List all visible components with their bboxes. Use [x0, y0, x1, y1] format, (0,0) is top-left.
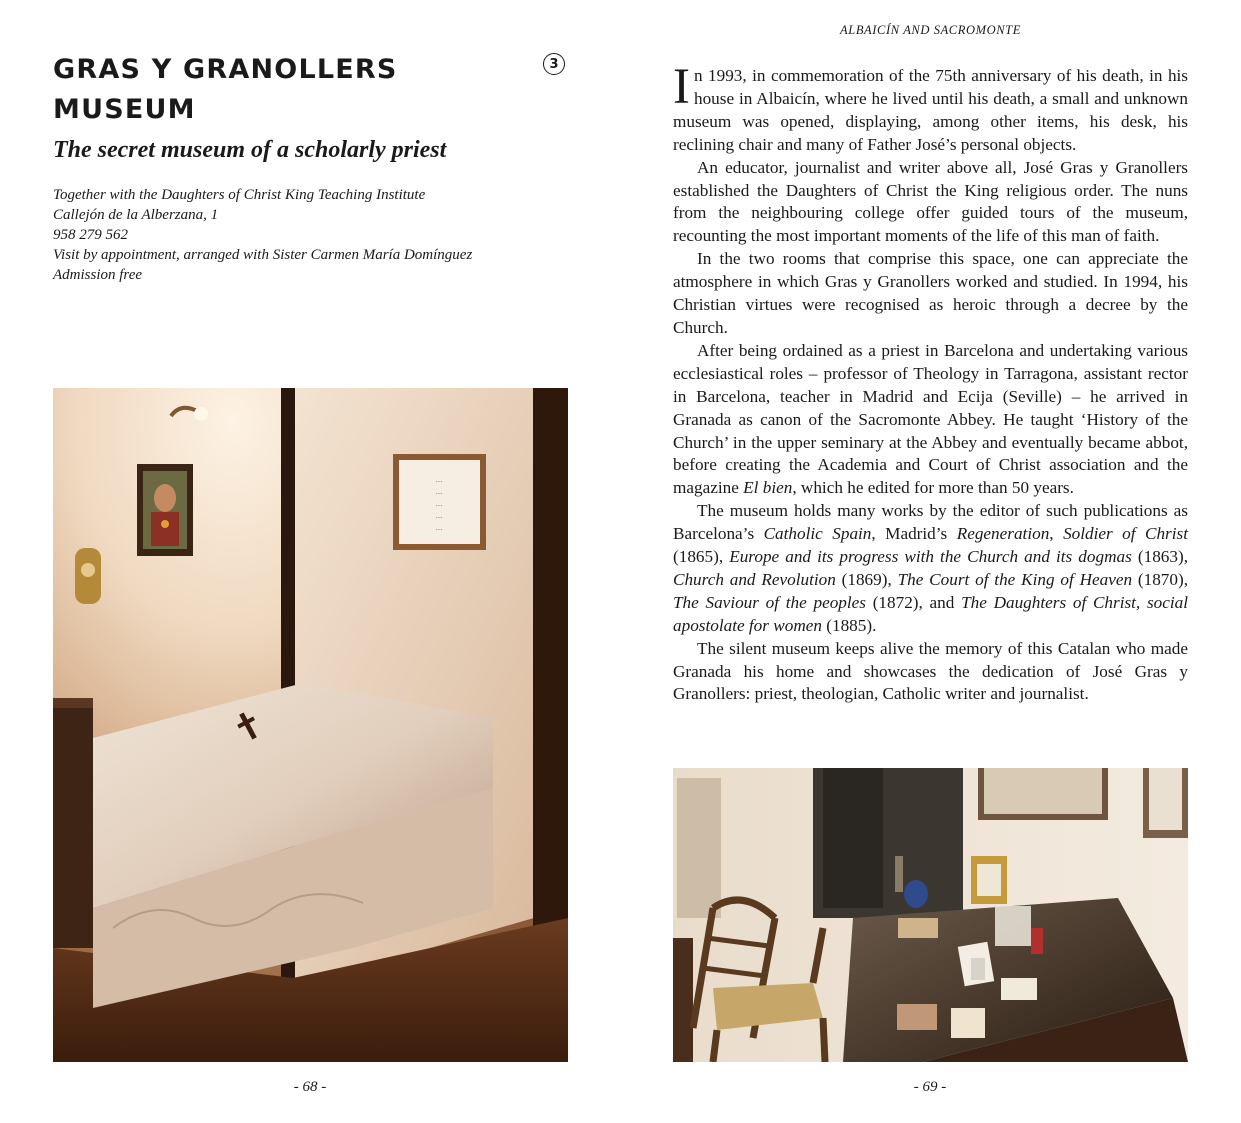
text-run: (1863), [1131, 547, 1188, 567]
visitor-info [53, 185, 573, 285]
italic-title: The Court of the King of Heaven [897, 569, 1133, 589]
desk-photo [673, 768, 1188, 1062]
subtitle: The secret museum of a scholarly priest [53, 137, 447, 163]
text-run: (1885). [821, 615, 877, 635]
calligraphy-line: ... [435, 500, 443, 508]
text-run: (1872), and [865, 592, 962, 612]
paragraph-6: The silent museum keeps alive the memory of this Catalan who made Granada his home and showcases the dedication of José Gras y Granollers: priest, theologian, Catholic writer and journalist. [673, 638, 1188, 704]
italic-title: The Daughters of Christ, social apostolate for women [673, 592, 1188, 635]
info-line-phone: 958 279 562 [53, 227, 128, 243]
paragraph-1-text: n 1993, in commemoration of the 75th anniversary of his death, in his house in Albaicín, where he lived until his death, a small and unknown museum was opened, displaying, among other items, his desk, his reclining chair and many of Father José’s personal objects. [673, 66, 1188, 154]
page-title [53, 50, 513, 130]
text-run: (1870), [1132, 569, 1189, 589]
drop-cap: I [673, 59, 690, 115]
italic-title: Catholic Spain [763, 524, 872, 544]
italic-title: The Saviour of the peoples [673, 592, 866, 612]
title-line-2: MUSEUM [53, 94, 196, 125]
text-run: The museum holds many works by the editor of such publications as Barcelona’s [673, 501, 1188, 544]
text-run: , Madrid’s [871, 524, 957, 544]
info-line-admission: Admission free [53, 267, 143, 283]
paragraph-1 [673, 59, 1188, 157]
paragraph-2: An educator, journalist and writer above all, José Gras y Granollers established the Daughters of Christ the King religious order. The nuns from the neighbouring college offer guided tours of the museum, recounting the most important moments of the life of this man of faith. [673, 157, 1188, 246]
info-line-visits: Visit by appointment, arranged with Sister Carmen María Domínguez [53, 247, 473, 263]
italic-title: Europe and its progress with the Church and its dogmas [729, 547, 1132, 567]
article-body [673, 59, 1189, 706]
page-number-right: - 69 - [913, 1079, 947, 1095]
italic-title: Regeneration [956, 524, 1050, 544]
text-run: (1869), [835, 569, 898, 589]
text-run: , [1049, 524, 1064, 544]
title-line-1: GRAS Y GRANOLLERS [53, 54, 398, 85]
running-head: ALBAICÍN AND SACROMONTE [840, 23, 1021, 37]
text-run: , which he edited for more than 50 years. [792, 478, 1074, 498]
bedroom-photo [53, 388, 568, 1062]
italic-title: Soldier of Christ [1063, 524, 1188, 544]
paragraph-4 [673, 340, 1188, 500]
paragraph-3: In the two rooms that comprise this space, one can appreciate the atmosphere in which Gras y Granollers worked and studied. In 1994, his Christian virtues were recognised as heroic through a decree by the Church. [673, 249, 1188, 337]
paragraph-5 [673, 500, 1188, 637]
italic-title: Church and Revolution [673, 569, 836, 589]
calligraphy-line: ... [435, 512, 443, 520]
text-run: (1865), [673, 547, 730, 567]
page-number-left: - 68 - [293, 1079, 327, 1095]
calligraphy-line: ... [435, 488, 443, 496]
info-line-street: Callejón de la Alberzana, 1 [53, 207, 219, 223]
info-line-address-institution: Together with the Daughters of Christ King Teaching Institute [53, 187, 426, 203]
italic-title-el-bien: El bien [743, 478, 793, 498]
text-run: After being ordained as a priest in Barcelona and undertaking various ecclesiastical roles – professor of Theology in Tarragona, assistant rector in Barcelona, teacher in Madrid and Ecija (Seville) – he arrived in Granada as canon of the Sacromonte Abbey. He taught ‘History of the Church’ in the upper seminary at the Abbey and eventually became abbot, before creating the Academia and Court of Christ association and the magazine [673, 340, 1188, 498]
calligraphy-line: ... [435, 476, 443, 484]
calligraphy-line: ... [435, 524, 443, 532]
entry-number-badge: 3 [543, 53, 565, 75]
